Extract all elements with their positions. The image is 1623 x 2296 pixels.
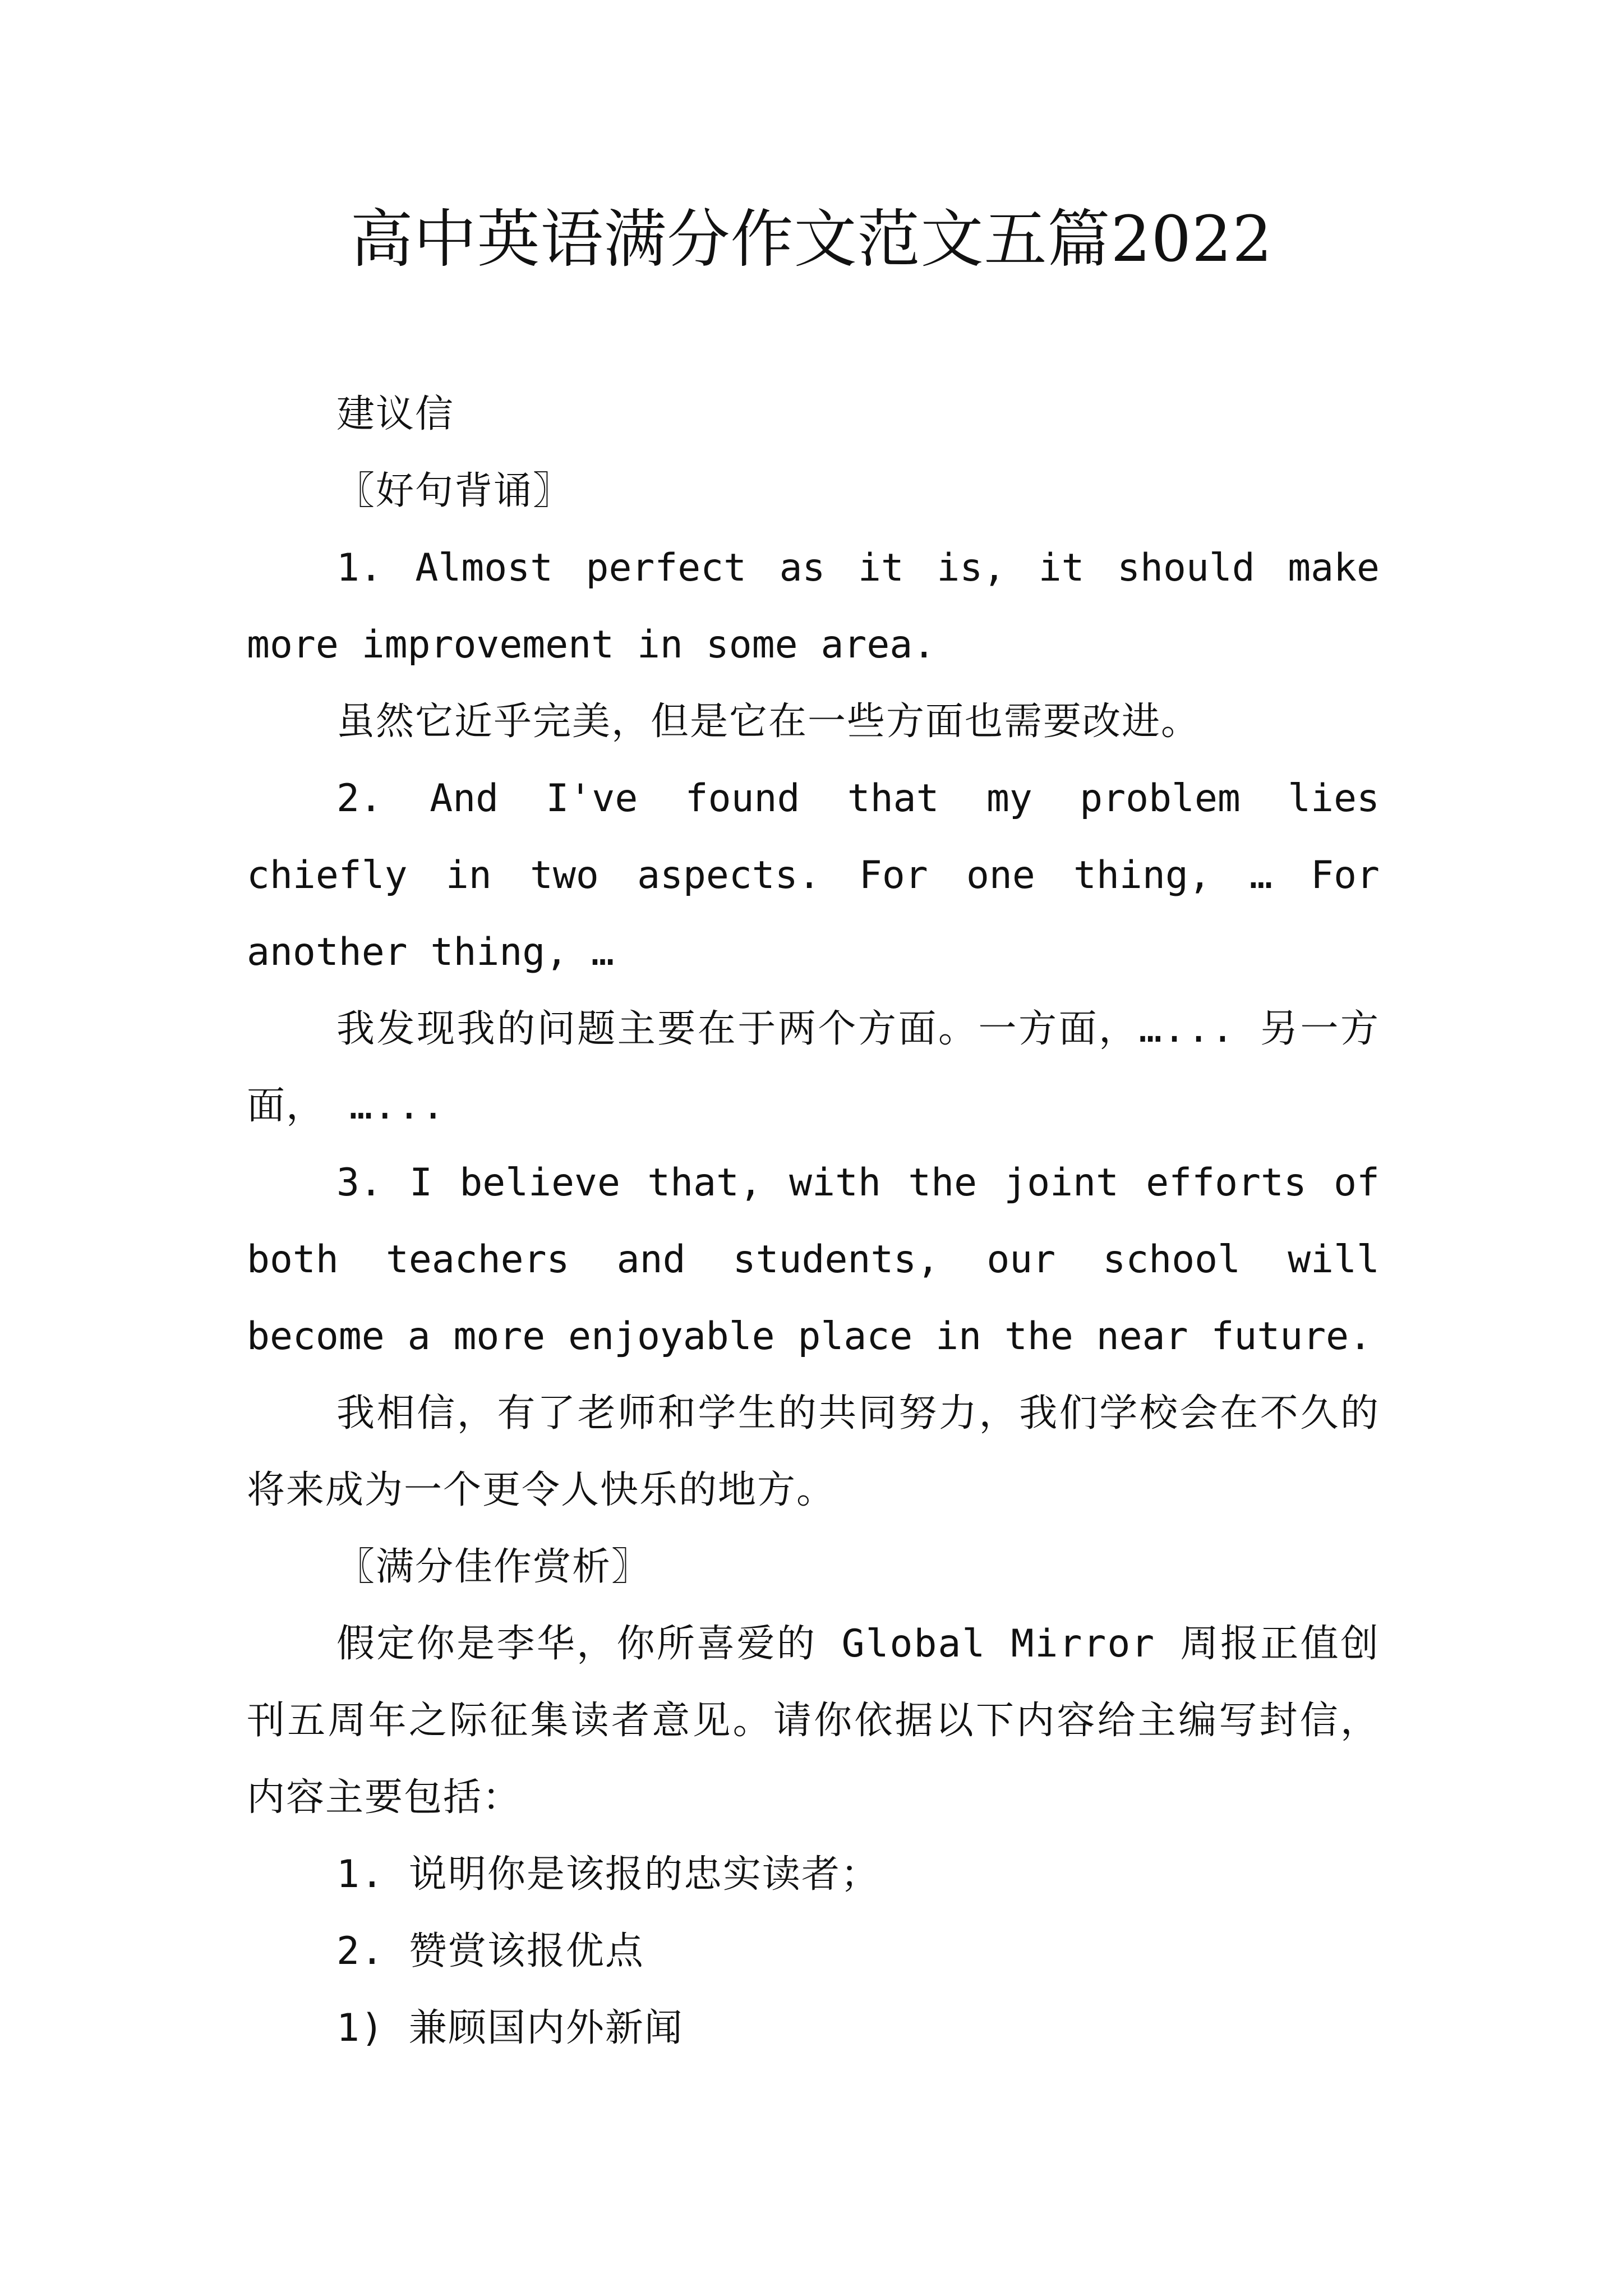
example-sentence-cn: 我相信，有了老师和学生的共同努力，我们学校会在不久的将来成为一个更令人快乐的地方。	[247, 1391, 1380, 1512]
section-heading: 建议信	[336, 392, 455, 436]
subsection-heading: 〖好句背诵〗	[336, 469, 573, 513]
list-subitem: 1) 兼顾国内外新闻	[336, 2006, 684, 2050]
list-item: 1. 说明你是该报的忠实读者；	[336, 1852, 880, 1897]
document-body	[247, 376, 1380, 2067]
document-title: 高中英语满分作文范文五篇2022	[350, 203, 1273, 276]
list-item: 2. 赞赏该报优点	[336, 1929, 644, 1973]
example-sentence-en: 2. And I've found that my problem lies chiefly in two aspects. For one thing, … For another thing, …	[247, 776, 1380, 974]
subsection-heading: 〖满分佳作赏析〗	[336, 1545, 651, 1589]
example-sentence-en: 1. Almost perfect as it is, it should make more improvement in some area.	[247, 546, 1380, 667]
prompt-paragraph: 假定你是李华，你所喜爱的 Global Mirror 周报正值创刊五周年之际征集读者意见。请你依据以下内容给主编写封信，内容主要包括：	[247, 1622, 1380, 1820]
example-sentence-cn: 我发现我的问题主要在于两个方面。一方面，…... 另一方面， …...	[247, 1007, 1380, 1128]
example-sentence-cn: 虽然它近乎完美，但是它在一些方面也需要改进。	[336, 700, 1201, 744]
example-sentence-en: 3. I believe that, with the joint efforts of both teachers and students, our school will become a more enjoyable place in the near future.	[247, 1161, 1380, 1359]
